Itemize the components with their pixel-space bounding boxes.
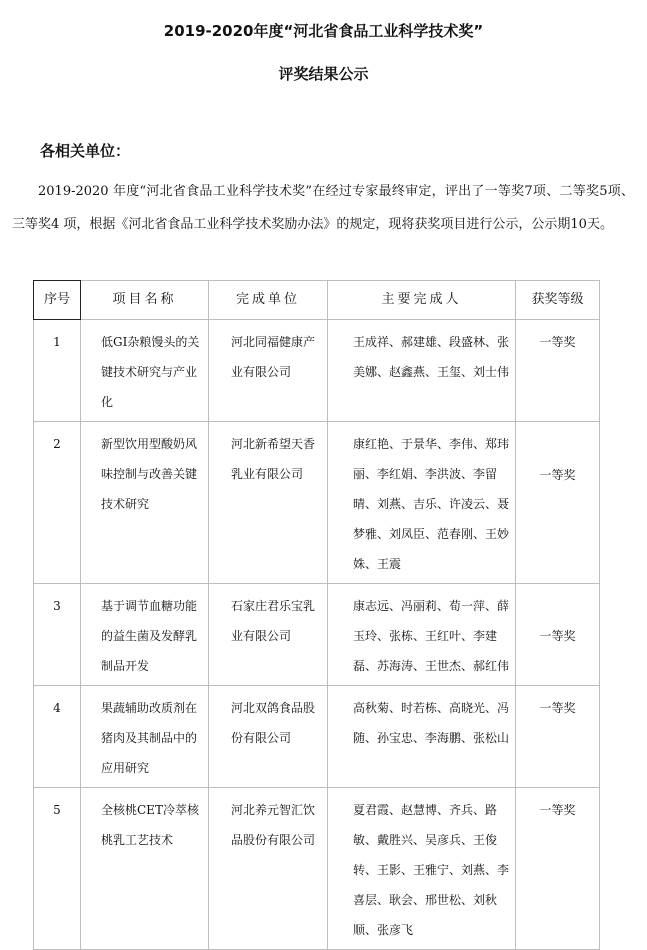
- row-people: 康红艳、于景华、李伟、郑玮丽、李红娟、李洪波、李留晴、刘燕、吉乐、许凌云、聂梦雅、刘凤臣、范春刚、王妙姝、王震: [328, 422, 516, 584]
- table-row: [34, 422, 600, 584]
- table-row: [34, 788, 600, 950]
- row-people: 夏君霞、赵慧博、齐兵、路敏、戴胜兴、吴彦兵、王俊转、王影、王雅宁、刘燕、李喜层、耿会、邢世松、刘秋顺、张彦飞: [328, 788, 516, 950]
- row-project-name: 全核桃CET冷萃核桃乳工艺技术: [81, 788, 209, 950]
- header-org: 完成单位: [209, 281, 328, 320]
- table-header-row: [34, 281, 600, 320]
- page-title: 2019-2020年度“河北省食品工业科学技术奖”: [163, 22, 484, 40]
- header-level: 获奖等级: [516, 281, 600, 320]
- row-organization: 河北双鸽食品股份有限公司: [209, 686, 328, 788]
- header-name: 项目名称: [81, 281, 209, 320]
- row-award-level: 一等奖: [516, 584, 600, 686]
- awards-table: [33, 280, 600, 950]
- row-people: 康志远、冯丽莉、荀一萍、薛玉玲、张栋、王红叶、李建磊、苏海涛、王世杰、郝红伟: [328, 584, 516, 686]
- row-organization: 石家庄君乐宝乳业有限公司: [209, 584, 328, 686]
- row-no: 4: [34, 686, 81, 788]
- row-organization: 河北养元智汇饮品股份有限公司: [209, 788, 328, 950]
- page-subtitle: 评奖结果公示: [278, 65, 369, 83]
- row-project-name: 新型饮用型酸奶风味控制与改善关键技术研究: [81, 422, 209, 584]
- row-no: 2: [34, 422, 81, 584]
- row-organization: 河北同福健康产业有限公司: [209, 320, 328, 422]
- row-people: 王成祥、郝建雄、段盛林、张美娜、赵鑫燕、王玺、刘士伟: [328, 320, 516, 422]
- row-organization: 河北新希望天香乳业有限公司: [209, 422, 328, 584]
- row-no: 5: [34, 788, 81, 950]
- row-project-name: 基于调节血糖功能的益生菌及发酵乳制品开发: [81, 584, 209, 686]
- table-row: [34, 584, 600, 686]
- row-award-level: 一等奖: [516, 320, 600, 422]
- row-award-level: 一等奖: [516, 422, 600, 584]
- row-award-level: 一等奖: [516, 686, 600, 788]
- salutation: 各相关单位：: [40, 142, 131, 160]
- row-project-name: 低GI杂粮馒头的关键技术研究与产业化: [81, 320, 209, 422]
- row-award-level: 一等奖: [516, 788, 600, 950]
- row-people: 高秋菊、时若栋、高晓光、冯随、孙宝忠、李海鹏、张松山: [328, 686, 516, 788]
- row-no: 3: [34, 584, 81, 686]
- intro-paragraph: 2019-2020 年度“河北省食品工业科学技术奖”在经过专家最终审定，评出了一等奖7项、二等奖5项、三等奖4 项，根据《河北省食品工业科学技术奖励办法》的规定，现将获奖项目进行公示，公示期10天。: [12, 184, 634, 232]
- row-project-name: 果蔬辅助改质剂在猪肉及其制品中的应用研究: [81, 686, 209, 788]
- row-no: 1: [34, 320, 81, 422]
- table-row: [34, 320, 600, 422]
- header-people: 主要完成人: [328, 281, 516, 320]
- table-row: [34, 686, 600, 788]
- header-no: 序号: [34, 281, 81, 320]
